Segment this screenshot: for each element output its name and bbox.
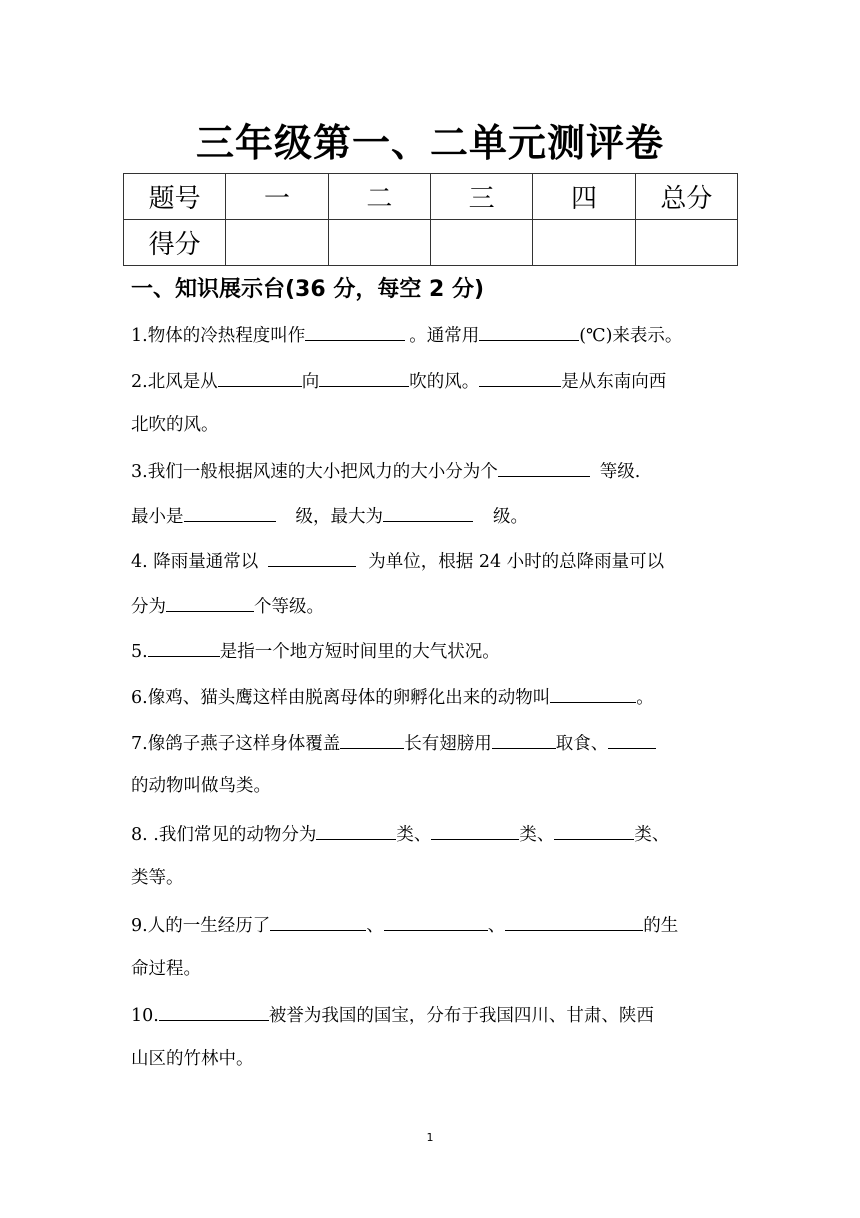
- question-8-cont: 类等。: [131, 868, 184, 888]
- question-4: 4. 降雨量通常以 为单位，根据 24 小时的总降雨量可以: [131, 548, 664, 574]
- header-cell-1: 一: [226, 174, 328, 220]
- question-3-cont: 最小是 级，最大为 级。: [131, 503, 528, 529]
- answer-blank[interactable]: [383, 503, 473, 522]
- question-9: 9.人的一生经历了 、 、 的生: [131, 912, 678, 938]
- answer-blank[interactable]: [305, 322, 405, 341]
- score-cell-2[interactable]: [328, 220, 430, 266]
- answer-blank[interactable]: [319, 368, 409, 387]
- header-cell-total: 总分: [635, 174, 737, 220]
- question-8: 8. .我们常见的动物分为 类、 类、 类、: [131, 821, 669, 847]
- question-4-cont: 分为 个等级。: [131, 593, 324, 619]
- answer-blank[interactable]: [184, 503, 276, 522]
- header-cell-2: 二: [328, 174, 430, 220]
- score-table-score-row: [124, 220, 738, 266]
- header-cell-question-no: 题号: [124, 174, 226, 220]
- question-5: 5. 是指一个地方短时间里的大气状况。: [131, 638, 500, 664]
- answer-blank[interactable]: [431, 821, 519, 840]
- score-cell-3[interactable]: [430, 220, 532, 266]
- header-cell-4: 四: [533, 174, 635, 220]
- answer-blank[interactable]: [218, 368, 302, 387]
- question-2: 2.北风是从 向 吹的风。 是从东南向西: [131, 368, 666, 394]
- question-3: 3.我们一般根据风速的大小把风力的大小分为个 等级.: [131, 458, 640, 484]
- score-row-label: 得分: [124, 220, 226, 266]
- score-table: [123, 173, 738, 266]
- answer-blank[interactable]: [268, 548, 356, 567]
- answer-blank[interactable]: [505, 912, 643, 931]
- answer-blank[interactable]: [166, 593, 254, 612]
- score-cell-total[interactable]: [635, 220, 737, 266]
- answer-blank[interactable]: [554, 821, 634, 840]
- answer-blank[interactable]: [384, 912, 488, 931]
- answer-blank[interactable]: [498, 458, 590, 477]
- score-cell-4[interactable]: [533, 220, 635, 266]
- score-table-header-row: [124, 174, 738, 220]
- answer-blank[interactable]: [270, 912, 366, 931]
- answer-blank[interactable]: [316, 821, 396, 840]
- page-number: 1: [426, 1131, 434, 1144]
- answer-blank[interactable]: [148, 638, 220, 657]
- question-2-cont: 北吹的风。: [131, 415, 219, 435]
- header-cell-3: 三: [430, 174, 532, 220]
- answer-blank[interactable]: [159, 1002, 269, 1021]
- question-7: 7.像鸽子燕子这样身体覆盖 长有翅膀用 取食、: [131, 730, 656, 756]
- score-cell-1[interactable]: [226, 220, 328, 266]
- question-10-cont: 山区的竹林中。: [131, 1049, 254, 1069]
- question-9-cont: 命过程。: [131, 959, 201, 979]
- answer-blank[interactable]: [479, 368, 561, 387]
- question-6: 6.像鸡、猫头鹰这样由脱离母体的卵孵化出来的动物叫 。: [131, 684, 654, 710]
- question-7-cont: 的动物叫做鸟类。: [131, 776, 271, 796]
- answer-blank[interactable]: [479, 322, 579, 341]
- answer-blank[interactable]: [550, 684, 636, 703]
- section-heading: 一、知识展示台(36 分，每空 2 分): [131, 277, 485, 302]
- question-10: 10. 被誉为我国的国宝，分布于我国四川、甘肃、陕西: [131, 1002, 654, 1028]
- question-1: 1.物体的冷热程度叫作 。通常用 (℃)来表示。: [131, 322, 682, 348]
- exam-title: 三年级第一、二单元测评卷: [195, 121, 664, 165]
- answer-blank[interactable]: [340, 730, 404, 749]
- answer-blank[interactable]: [608, 730, 656, 749]
- answer-blank[interactable]: [492, 730, 556, 749]
